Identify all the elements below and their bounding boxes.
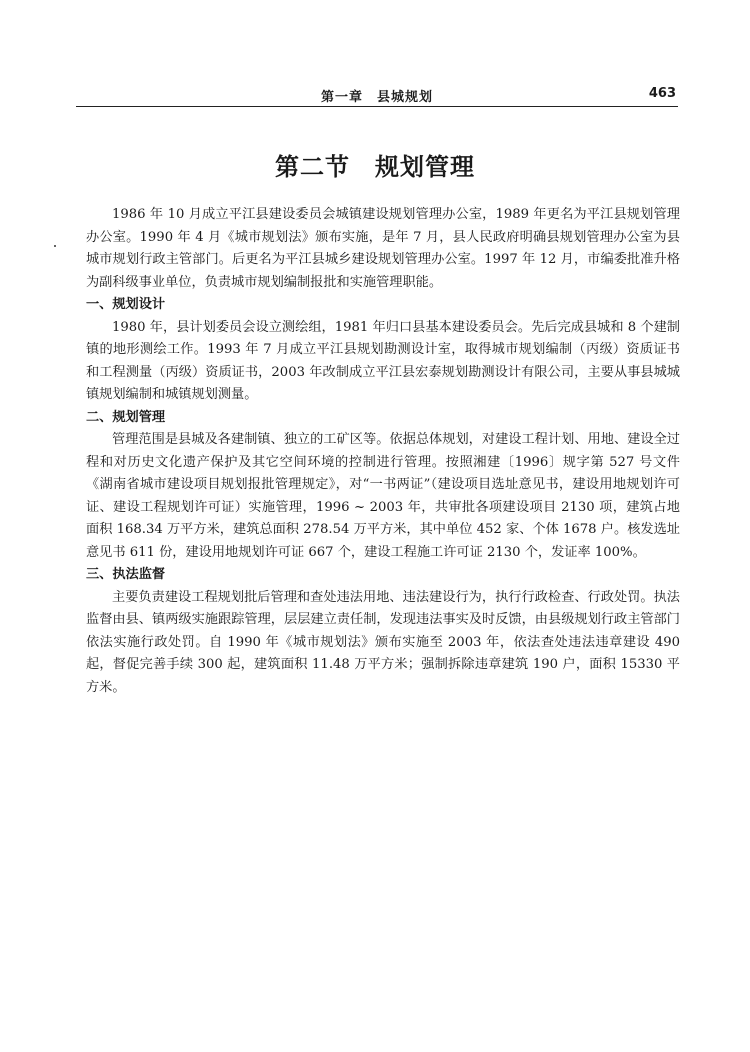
design-paragraph: 1980 年，县计划委员会设立测绘组，1981 年归口县基本建设委员会。先后完成县城和 8 个建制镇的地形测绘工作。1993 年 7 月成立平江县规划勘测设计室，取得城市规划编制（丙级）资质证书和工程测量（丙级）资质证书，2003 年改制成立平江县宏泰规划勘测设计有限公司，主要从事县城城镇规划编制和城镇规划测量。 — [86, 319, 680, 402]
section-title: 第二节 规划管理 — [275, 153, 475, 181]
subsection-heading-design: 一、规划设计 — [86, 297, 166, 312]
scan-speck — [54, 245, 56, 247]
body-text — [86, 204, 680, 699]
subsection-heading-management: 二、规划管理 — [86, 409, 166, 425]
running-header — [76, 80, 678, 107]
intro-paragraph: 1986 年 10 月成立平江县建设委员会城镇建设规划管理办公室，1989 年更名为平江县规划管理办公室。1990 年 4 月《城市规划法》颁布实施，是年 7 月，县人民政府明确县规划管理办公室为县城市规划行政主管部门。后更名为平江县城乡建设规划管理办公室。1997 年 12 月，市编委批准升格为副科级事业单位，负责城市规划编制报批和实施管理职能。 — [86, 207, 680, 290]
page-number: 463 — [648, 86, 676, 101]
enforcement-paragraph: 主要负责建设工程规划批后管理和查处违法用地、违法建设行为，执行行政检查、行政处罚。执法监督由县、镇两级实施跟踪管理，层层建立责任制，发现违法事实及时反馈，由县级规划行政主管部门依法实施行政处罚。自 1990 年《城市规划法》颁布实施至 2003 年，依法查处违法违章建设 490 起，督促完善手续 300 起，建筑面积 11.48 万平方米；强制拆除违章建筑 190 户，面积 15330 平方米。 — [86, 589, 680, 695]
chapter-title: 第一章 县城规划 — [320, 90, 433, 105]
subsection-heading-enforcement: 三、执法监督 — [86, 567, 166, 582]
management-paragraph: 管理范围是县城及各建制镇、独立的工矿区等。依据总体规划，对建设工程计划、用地、建设全过程和对历史文化遗产保护及其它空间环境的控制进行管理。按照湘建〔1996〕规字第 527 号文件《湖南省城市建设项目规划报批管理规定》，对“一书两证”（建设项目选址意见书，建设用地规划许可证、建设工程规划许可证）实施管理，1996 ~ 2003 年，共审批各项建设项目 2130 项，建筑占地面积 168.34 万平方米，建筑总面积 278.54 万平方米，其中单位 452 家、个体 1678 户。核发选址意见书 611 份，建设用地规划许可证 667 个，建设工程施工许可证 2130 个，发证率 100%。 — [86, 432, 680, 560]
